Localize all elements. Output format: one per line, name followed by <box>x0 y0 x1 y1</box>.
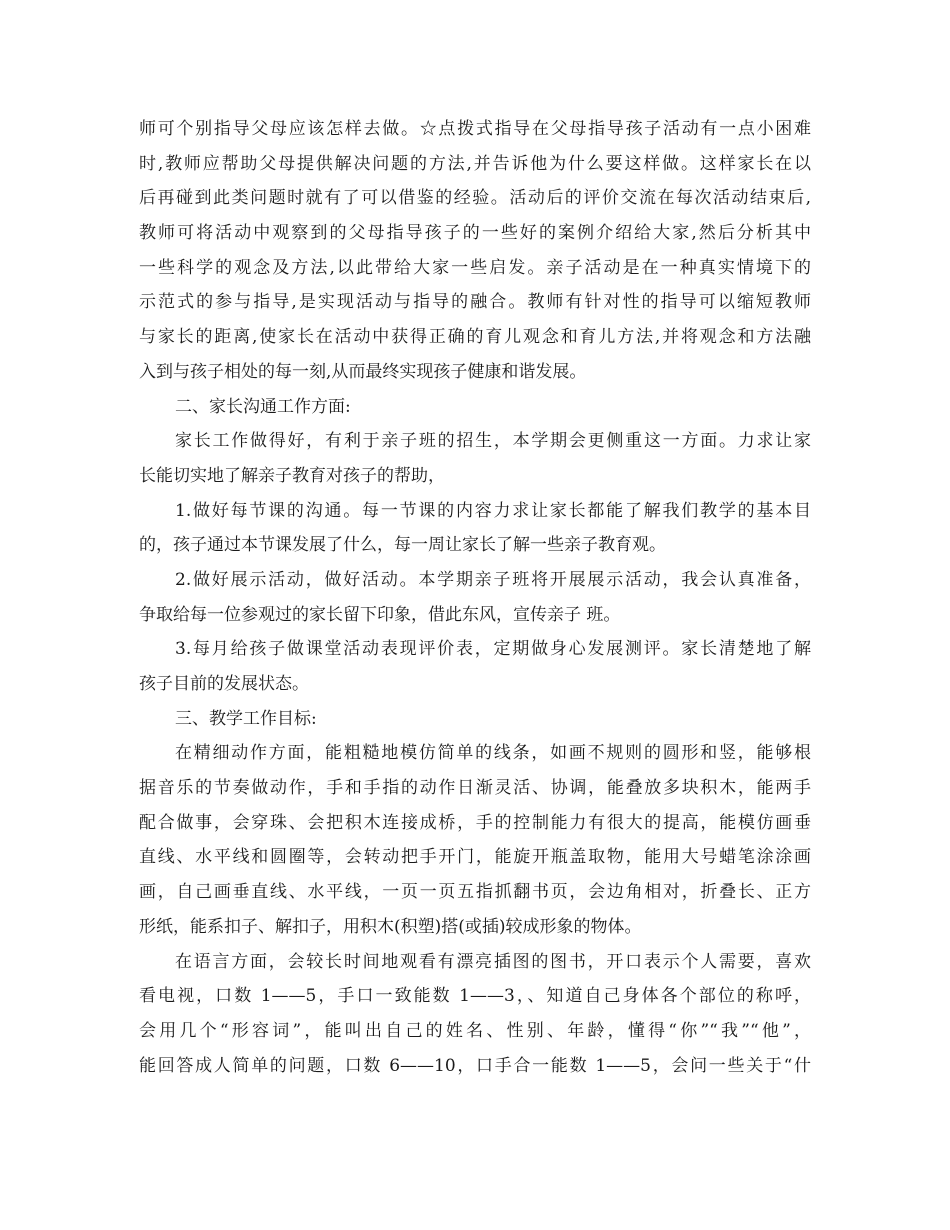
text-line: 画，自己画垂直线、水平线，一页一页五指抓翻书页，会边角相对，折叠长、正方 <box>139 882 811 903</box>
text-line: 入到与孩子相处的每一刻,从而最终实现孩子健康和谐发展。 <box>139 361 587 382</box>
text-line: 二、家长沟通工作方面: <box>175 396 351 417</box>
text-line: 直线、水平线和圆圈等，会转动把手开门，能旋开瓶盖取物，能用大号蜡笔涂涂画 <box>139 847 811 868</box>
text-line: 争取给每一位参观过的家长留下印象，借此东风，宣传亲子 班。 <box>139 604 621 625</box>
text-line: 时,教师应帮助父母提供解决问题的方法,并告诉他为什么要这样做。这样家长在以 <box>139 153 811 174</box>
text-line: 1.做好每节课的沟通。每一节课的内容力求让家长都能了解我们教学的基本目 <box>175 500 811 521</box>
text-line: 2.做好展示活动，做好活动。本学期亲子班将开展展示活动，我会认真准备， <box>175 569 811 590</box>
text-line: 长能切实地了解亲子教育对孩子的帮助， <box>139 465 445 486</box>
text-line: 会用几个“形容词”，能叫出自己的姓名、性别、年龄，懂得“你”“我”“他”， <box>139 1020 811 1041</box>
text-line: 看电视，口数 1——5，手口一致能数 1——3，、知道自己身体各个部位的称呼， <box>139 986 811 1007</box>
text-line: 配合做事，会穿珠、会把积木连接成桥，手的控制能力有很大的提高，能模仿画垂 <box>139 812 811 833</box>
text-line: 三、教学工作目标: <box>175 708 317 729</box>
text-line: 与家长的距离,使家长在活动中获得正确的育儿观念和育儿方法,并将观念和方法融 <box>139 327 811 348</box>
text-line: 能回答成人简单的问题，口数 6——10，口手合一能数 1——5，会问一些关于“什 <box>139 1055 811 1076</box>
text-line: 3.每月给孩子做课堂活动表现评价表，定期做身心发展测评。家长清楚地了解 <box>175 639 811 660</box>
text-line: 的，孩子通过本节课发展了什么，每一周让家长了解一些亲子教育观。 <box>139 535 666 556</box>
text-line: 形纸，能系扣子、解扣子，用积木(积塑)搭(或插)较成形象的物体。 <box>139 916 642 937</box>
text-line: 据音乐的节奏做动作，手和手指的动作日渐灵活、协调，能叠放多块积木，能两手 <box>139 778 811 799</box>
text-line: 师可个别指导父母应该怎样去做。☆点拨式指导在父母指导孩子活动有一点小困难 <box>139 119 811 139</box>
text-line: 教师可将活动中观察到的父母指导孩子的一些好的案例介绍给大家,然后分析其中 <box>139 223 811 244</box>
text-line: 家长工作做得好，有利于亲子班的招生，本学期会更侧重这一方面。力求让家 <box>175 431 811 452</box>
document-body <box>139 112 811 1083</box>
text-line: 示范式的参与指导,是实现活动与指导的融合。教师有针对性的指导可以缩短教师 <box>139 292 811 313</box>
text-line: 在精细动作方面，能粗糙地模仿简单的线条，如画不规则的圆形和竖，能够根 <box>175 743 811 764</box>
text-line: 后再碰到此类问题时就有了可以借鉴的经验。活动后的评价交流在每次活动结束后, <box>139 188 811 209</box>
text-line: 在语言方面，会较长时间地观看有漂亮插图的图书，开口表示个人需要，喜欢 <box>175 951 811 972</box>
text-line: 孩子目前的发展状态。 <box>139 674 309 694</box>
text-line: 一些科学的观念及方法,以此带给大家一些启发。亲子活动是在一种真实情境下的 <box>139 257 811 278</box>
